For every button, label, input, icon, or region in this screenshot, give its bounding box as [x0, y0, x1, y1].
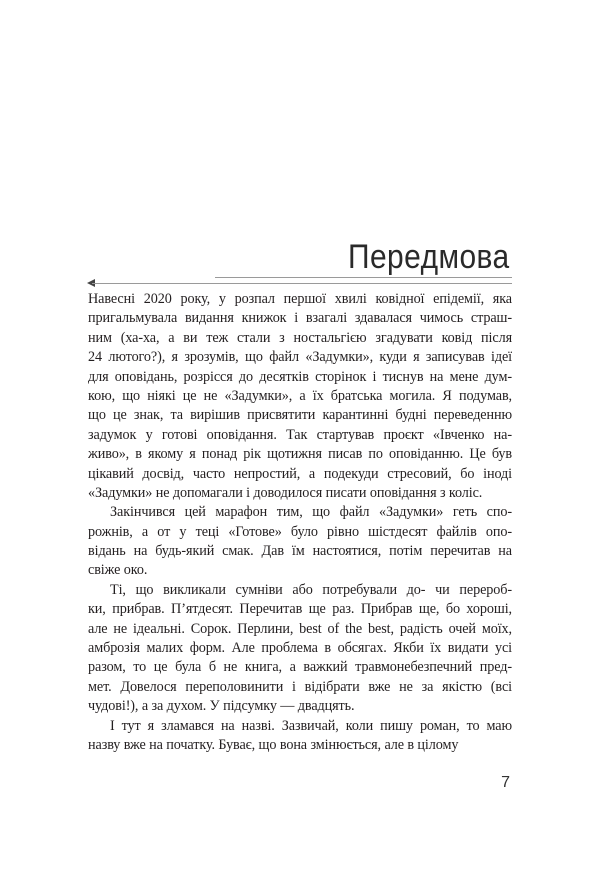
text-line: Закінчився цей марафон тим, що файл «Задумки» геть спо-: [110, 504, 512, 521]
title-rule: [92, 283, 512, 284]
text-line: чудові!), а за духом. У підсумку — двадцять.: [88, 698, 355, 715]
chapter-title: Передмова: [348, 238, 510, 276]
text-line: мет. Довелося переполовинити і відібрати вже не за якістю (всі: [88, 678, 512, 695]
text-line: що це знак, та вирішив присвятити карантинні будні переведенню: [88, 407, 512, 424]
text-line: кою, що ніякі це не «Задумки», а їх братська могила. Я подумав,: [88, 387, 512, 404]
text-line: 24 лютого?), я зрозумів, що файл «Задумки», куди я записував ідеї: [88, 349, 512, 366]
text-line: разом, то це була б не книга, а важкий травмонебезпечний пред-: [88, 659, 512, 676]
text-line: але не ідеальні. Сорок. Перлини, best of the best, радість очей моїх,: [88, 620, 512, 637]
text-line: відань на будь-який смак. Дав їм настоятися, потім перечитав на: [88, 543, 512, 560]
text-line: рожнів, а от у теці «Готове» було рівно шістдесят файлів опо-: [88, 523, 512, 540]
text-line: І тут я зламався на назві. Зазвичай, коли пишу роман, то маю: [110, 717, 512, 734]
page-number: 7: [501, 774, 510, 791]
text-line: цікавий досвід, часто непростий, а подекуди стресовий, бо іноді: [88, 465, 512, 482]
text-line: Навесні 2020 року, у розпал першої хвилі ковідної епідемії, яка: [88, 291, 512, 307]
text-line: ним (ха-ха, а ви теж стали з ностальгією згадувати ковід після: [88, 329, 512, 346]
text-line: назву вже на початку. Буває, що вона змінюється, але в цілому: [88, 736, 459, 753]
text-line: амброзія малих форм. Але проблема в обсягах. Якби їх видати усі: [88, 640, 512, 657]
text-line: Ті, що викликали сумніви або потребували до- чи перероб-: [110, 581, 512, 598]
text-line: живо», в якому я понад рік щотижня писав по оповіданню. Це був: [88, 446, 512, 463]
text-line: «Задумки» не допомагали і доводилося писати оповідання з коліс.: [88, 484, 483, 501]
text-line: свіже око.: [88, 562, 148, 579]
body-text: [88, 290, 512, 755]
title-underline: [215, 277, 512, 278]
text-line: для оповідань, розрісся до десятків сторінок і тиснув на мене дум-: [88, 368, 512, 385]
text-line: задумок у готові оповідання. Так стартував проєкт «Івченко на-: [88, 426, 512, 443]
text-line: пригальмувала видання книжок і взагалі здавалася чимось страш-: [88, 310, 512, 327]
text-line: ки, прибрав. П’ятдесят. Перечитав ще раз. Прибрав ще, бо хороші,: [88, 601, 512, 618]
